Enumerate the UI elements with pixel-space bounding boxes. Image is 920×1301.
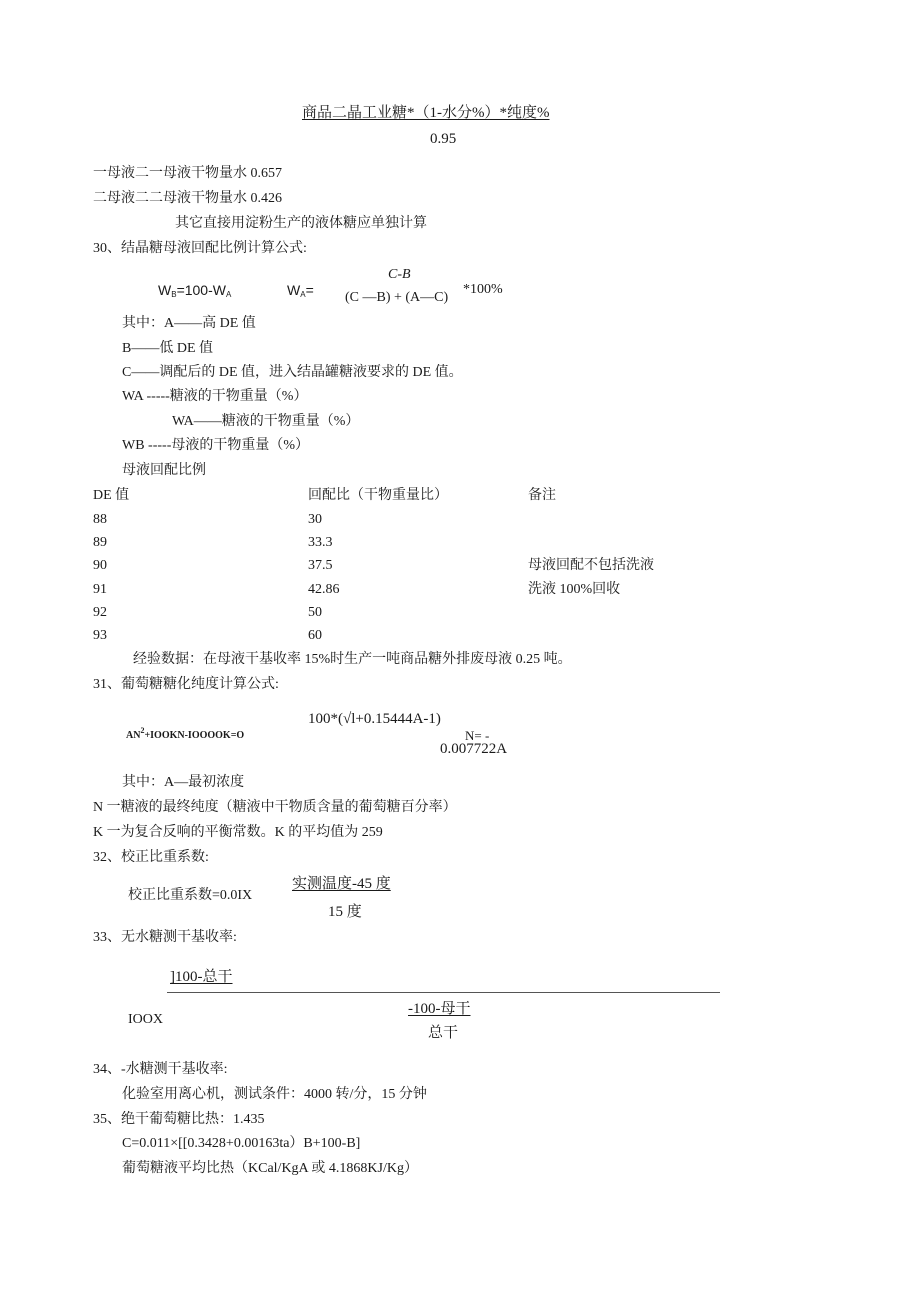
yield-inner-numerator: -100-母干	[408, 1001, 471, 1017]
table-cell: 89	[93, 535, 107, 550]
section-34-title: 34、-水糖测干基收率:	[93, 1062, 228, 1077]
table-cell: 37.5	[308, 558, 333, 573]
wa-fraction-numerator: C-B	[388, 267, 411, 282]
table-cell: 92	[93, 605, 107, 620]
definition-wa-2: WA——糖液的干物重量（%）	[172, 414, 360, 429]
mother-liquor-line-1: 一母液二一母液干物量水 0.657	[93, 166, 282, 181]
liquid-sugar-note: 其它直接用淀粉生产的液体糖应单独计算	[175, 216, 427, 231]
yield-inner-denominator: 总干	[428, 1025, 459, 1041]
mother-liquor-line-2: 二母液二二母液干物量水 0.426	[93, 191, 282, 206]
table-cell: 33.3	[308, 535, 333, 550]
section-33-title: 33、无水糖测干基收率:	[93, 930, 237, 945]
table-cell: 60	[308, 628, 322, 643]
table-header-remark: 备注	[528, 488, 556, 503]
purity-denominator: 0.007722A	[440, 741, 508, 757]
table-cell: 30	[308, 512, 322, 527]
definition-wb: WB -----母液的干物重量（%）	[122, 438, 310, 453]
table-cell: 洗液 100%回收	[528, 582, 621, 597]
yield-top: ]100-总干	[170, 969, 233, 985]
table-header-ratio: 回配比（干物重量比）	[308, 488, 448, 503]
section-32-title: 32、校正比重系数:	[93, 850, 209, 865]
table-cell: 42.86	[308, 582, 340, 597]
gravity-denominator: 15 度	[328, 904, 362, 920]
table-cell: 母液回配不包括洗液	[528, 558, 654, 573]
specific-heat-note: 葡萄糖液平均比热（KCal/KgA 或 4.1868KJ/Kg）	[122, 1161, 418, 1176]
definition-c: C——调配后的 DE 值，进入结晶罐糖液要求的 DE 值。	[122, 365, 463, 380]
section-31-title: 31、葡萄糖糖化纯度计算公式:	[93, 677, 279, 692]
yield-prefix: IOOX	[128, 1012, 163, 1027]
centrifuge-conditions: 化验室用离心机，测试条件：4000 转/分，15 分钟	[122, 1087, 427, 1102]
table-cell: 90	[93, 558, 107, 573]
purity-numerator: 100*(√l+0.15444A-1)	[308, 711, 441, 727]
ratio-table-caption: 母液回配比例	[122, 463, 206, 478]
purity-n-equals: N= -	[465, 728, 490, 743]
wa-multiplier: *100%	[463, 282, 503, 297]
purity-equation: $AN^2+IOOKN-IOOOOK=O$	[126, 726, 245, 741]
section-30-title: 30、结晶糖母液回配比例计算公式:	[93, 241, 307, 256]
definition-wa-1: WA -----糖液的干物重量（%）	[122, 389, 308, 404]
specific-heat-formula: C=0.011×[[0.3428+0.00163ta）B+100-B]	[122, 1136, 361, 1151]
definition-a-initial: 其中：A—最初浓度	[122, 775, 245, 790]
header-formula-denominator: 0.95	[430, 131, 457, 147]
header-formula-numerator: 商品二晶工业糖*（1-水分%）*纯度%	[302, 105, 550, 121]
fraction-bar	[167, 992, 720, 993]
table-cell: 93	[93, 628, 107, 643]
experience-data: 经验数据：在母液干基收率 15%时生产一吨商品糖外排废母液 0.25 吨。	[133, 652, 572, 667]
gravity-coefficient-lhs: 校正比重系数=0.0IX	[128, 888, 253, 903]
section-35-title: 35、绝干葡萄糖比热：1.435	[93, 1112, 265, 1127]
definition-a: 其中：A——高 DE 值	[122, 316, 256, 331]
table-cell: 50	[308, 605, 322, 620]
definition-b: B——低 DE 值	[122, 341, 213, 356]
definition-k: K 一为复合反响的平衡常数。K 的平均值为 259	[93, 825, 383, 840]
formula-wb: $W_B=100-W_A$	[158, 282, 232, 299]
table-cell: 88	[93, 512, 107, 527]
wa-fraction-denominator: (C —B) + (A—C)	[345, 290, 449, 305]
definition-n: N 一糖液的最终纯度（糖液中干物质含量的葡萄糖百分率）	[93, 800, 457, 815]
formula-wa: $W_A=$	[287, 282, 314, 299]
table-header-de: DE 值	[93, 488, 130, 503]
table-cell: 91	[93, 582, 107, 597]
gravity-numerator: 实测温度-45 度	[292, 876, 391, 892]
